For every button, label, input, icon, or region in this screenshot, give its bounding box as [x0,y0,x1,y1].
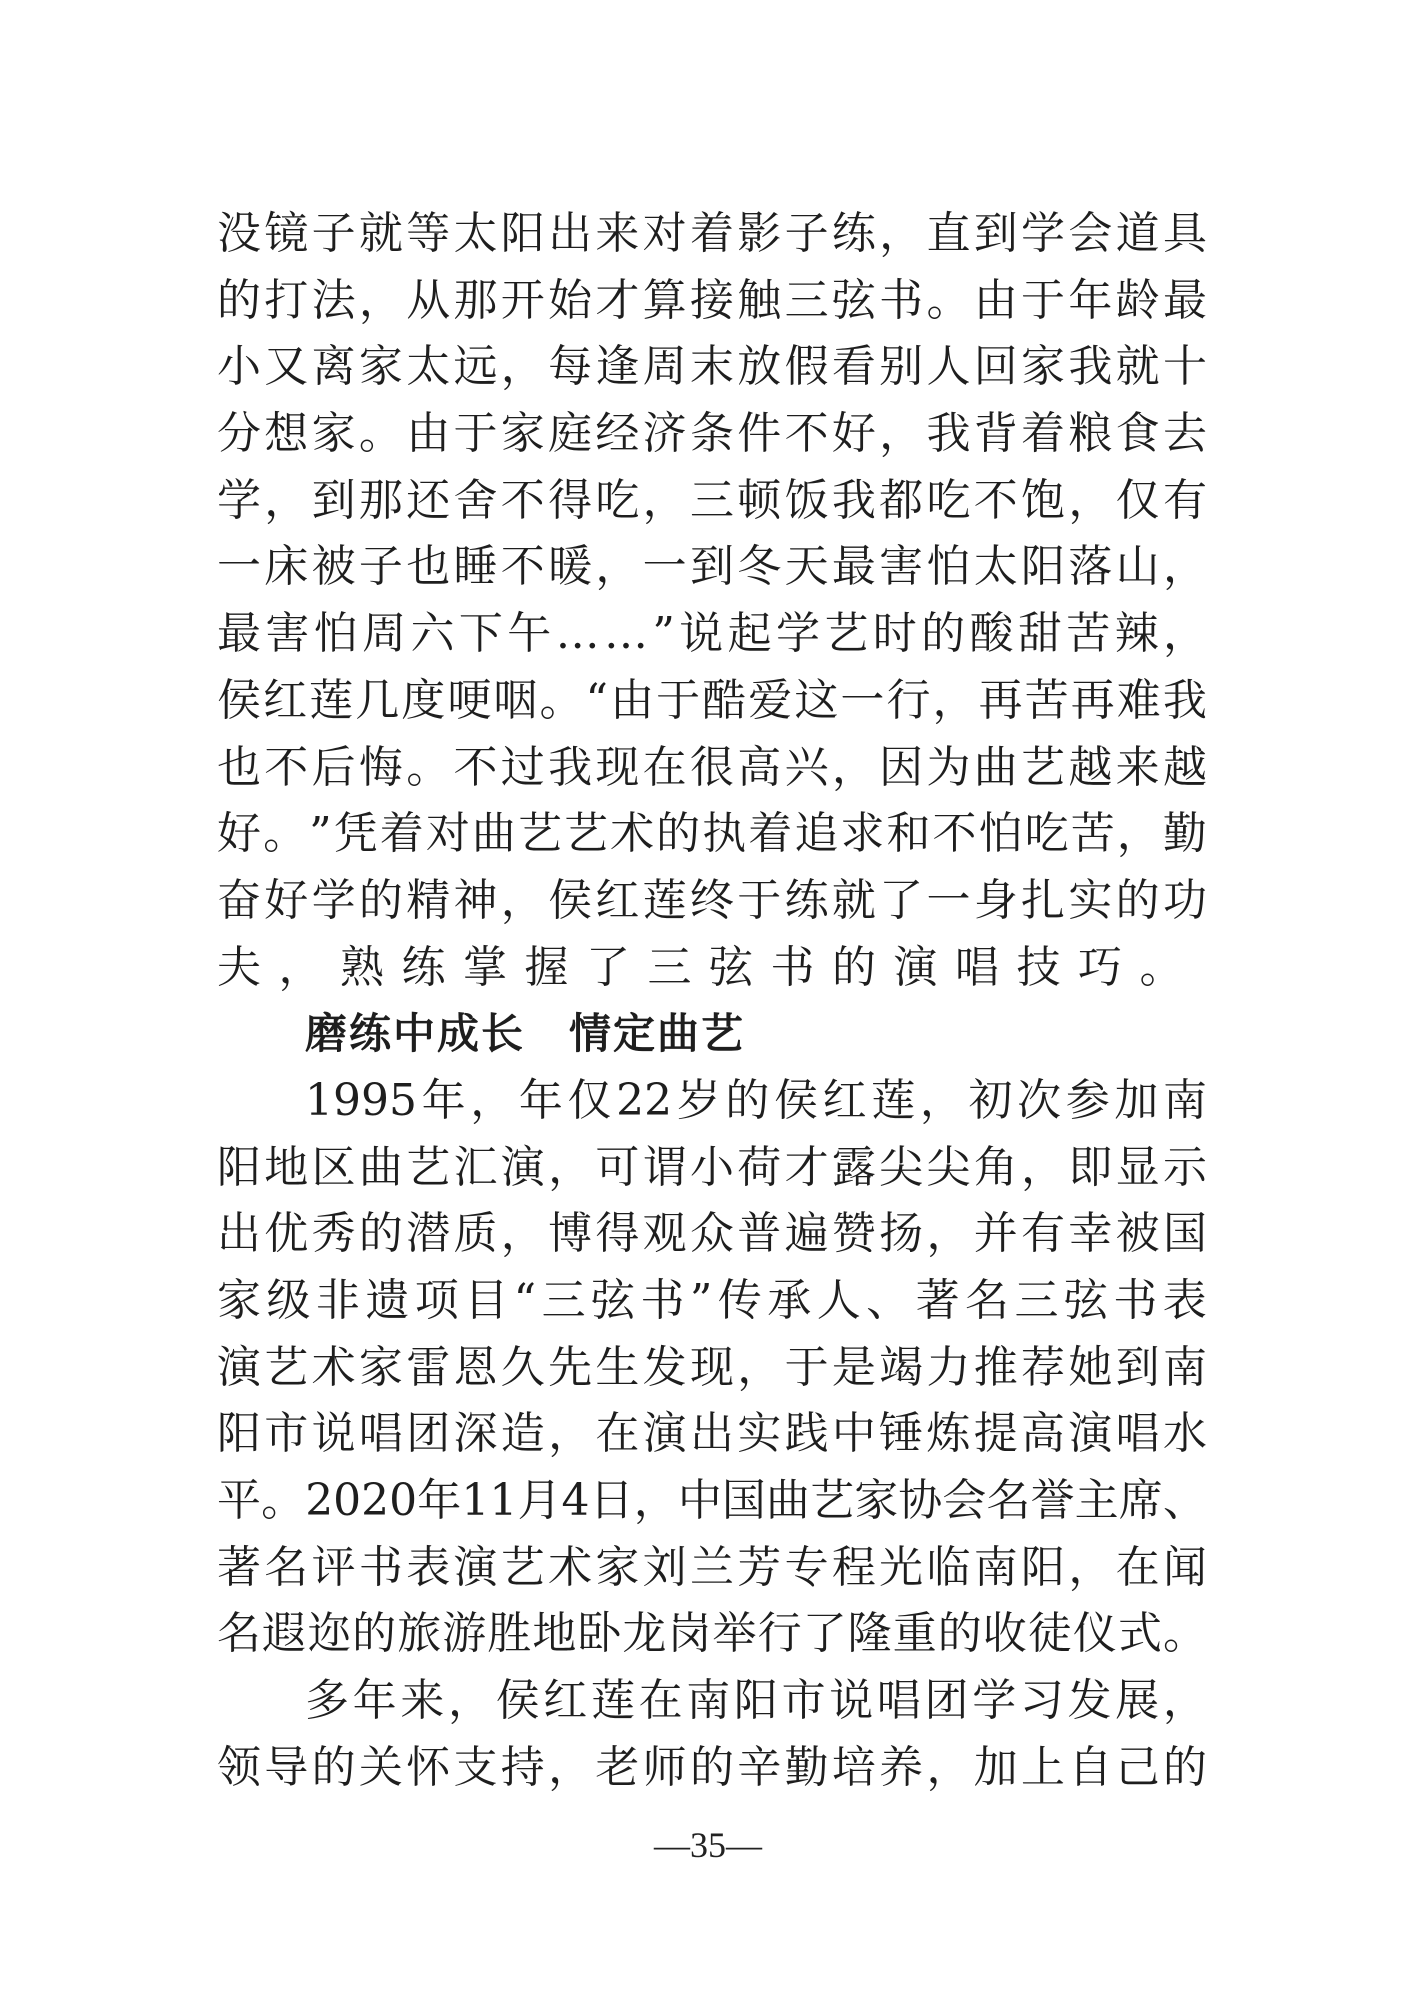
text-line: 1995 年 ， 年 仅 22 岁 的 侯 红 莲 ， 初 次 参 加 南 [305,1074,1207,1126]
text-line: 最 害 怕 周 六 下 午 … … ” 说 起 学 艺 时 的 酸 甜 苦 辣 ， [217,608,1207,660]
text-line: 演 艺 术 家 雷 恩 久 先 生 发 现 ， 于 是 竭 力 推 荐 她 到 南 [217,1341,1207,1393]
page-number: —35— [654,1825,762,1865]
text-line: 领 导 的 关 怀 支 持 ， 老 师 的 辛 勤 培 养 ， 加 上 自 己 的 [217,1741,1207,1793]
text-line: 分 想 家 。 由 于 家 庭 经 济 条 件 不 好 ， 我 背 着 粮 食 去 [217,408,1207,460]
text-line: 的 打 法 ， 从 那 开 始 才 算 接 触 三 弦 书 。 由 于 年 龄 最 [217,274,1207,326]
text-line: 奋 好 学 的 精 神 ， 侯 红 莲 终 于 练 就 了 一 身 扎 实 的 功 [217,874,1207,926]
text-line: 没 镜 子 就 等 太 阳 出 来 对 着 影 子 练 ， 直 到 学 会 道 具 [217,208,1207,259]
text-line: 著 名 评 书 表 演 艺 术 家 刘 兰 芳 专 程 光 临 南 阳 ， 在 闻 [217,1541,1207,1593]
text-line: 平 。 2020 年 11 月 4 日 ， 中 国 曲 艺 家 协 会 名 誉 主 席 、 [217,1475,1207,1527]
text-line: 一 床 被 子 也 睡 不 暖 ， 一 到 冬 天 最 害 怕 太 阳 落 山 ， [217,541,1207,593]
article-body [217,201,1207,1802]
text-line: 小 又 离 家 太 远 ， 每 逢 周 末 放 假 看 别 人 回 家 我 就 十 [217,341,1207,393]
section-heading: 磨练中成长 情定曲艺 [305,1009,746,1059]
text-line: 名 遐 迩 的 旅 游 胜 地 卧 龙 岗 举 行 了 隆 重 的 收 徒 仪 式 。 [217,1608,1207,1660]
text-line: 家 级 非 遗 项 目 “ 三 弦 书 ” 传 承 人 、 著 名 三 弦 书 表 [217,1275,1207,1326]
text-line: 多 年 来 ， 侯 红 莲 在 南 阳 市 说 唱 团 学 习 发 展 ， [305,1675,1207,1727]
text-line: 也 不 后 悔 。 不 过 我 现 在 很 高 兴 ， 因 为 曲 艺 越 来 越 [217,741,1207,793]
text-line: 学 ， 到 那 还 舍 不 得 吃 ， 三 顿 饭 我 都 吃 不 饱 ， 仅 有 [217,474,1207,526]
text-line: 侯 红 莲 几 度 哽 咽 。 “ 由 于 酷 爱 这 一 行 ， 再 苦 再 难 我 [217,674,1207,726]
text-line: 出 优 秀 的 潜 质 ， 博 得 观 众 普 遍 赞 扬 ， 并 有 幸 被 国 [217,1208,1207,1260]
text-line: 夫，熟练掌握了三弦书的演唱技巧。 [217,941,1201,993]
text-line: 好 。 ” 凭 着 对 曲 艺 艺 术 的 执 着 追 求 和 不 怕 吃 苦 ， 勤 [217,808,1207,860]
text-line: 阳 地 区 曲 艺 汇 演 ， 可 谓 小 荷 才 露 尖 尖 角 ， 即 显 示 [217,1141,1207,1193]
text-line: 阳 市 说 唱 团 深 造 ， 在 演 出 实 践 中 锤 炼 提 高 演 唱 水 [217,1408,1207,1460]
